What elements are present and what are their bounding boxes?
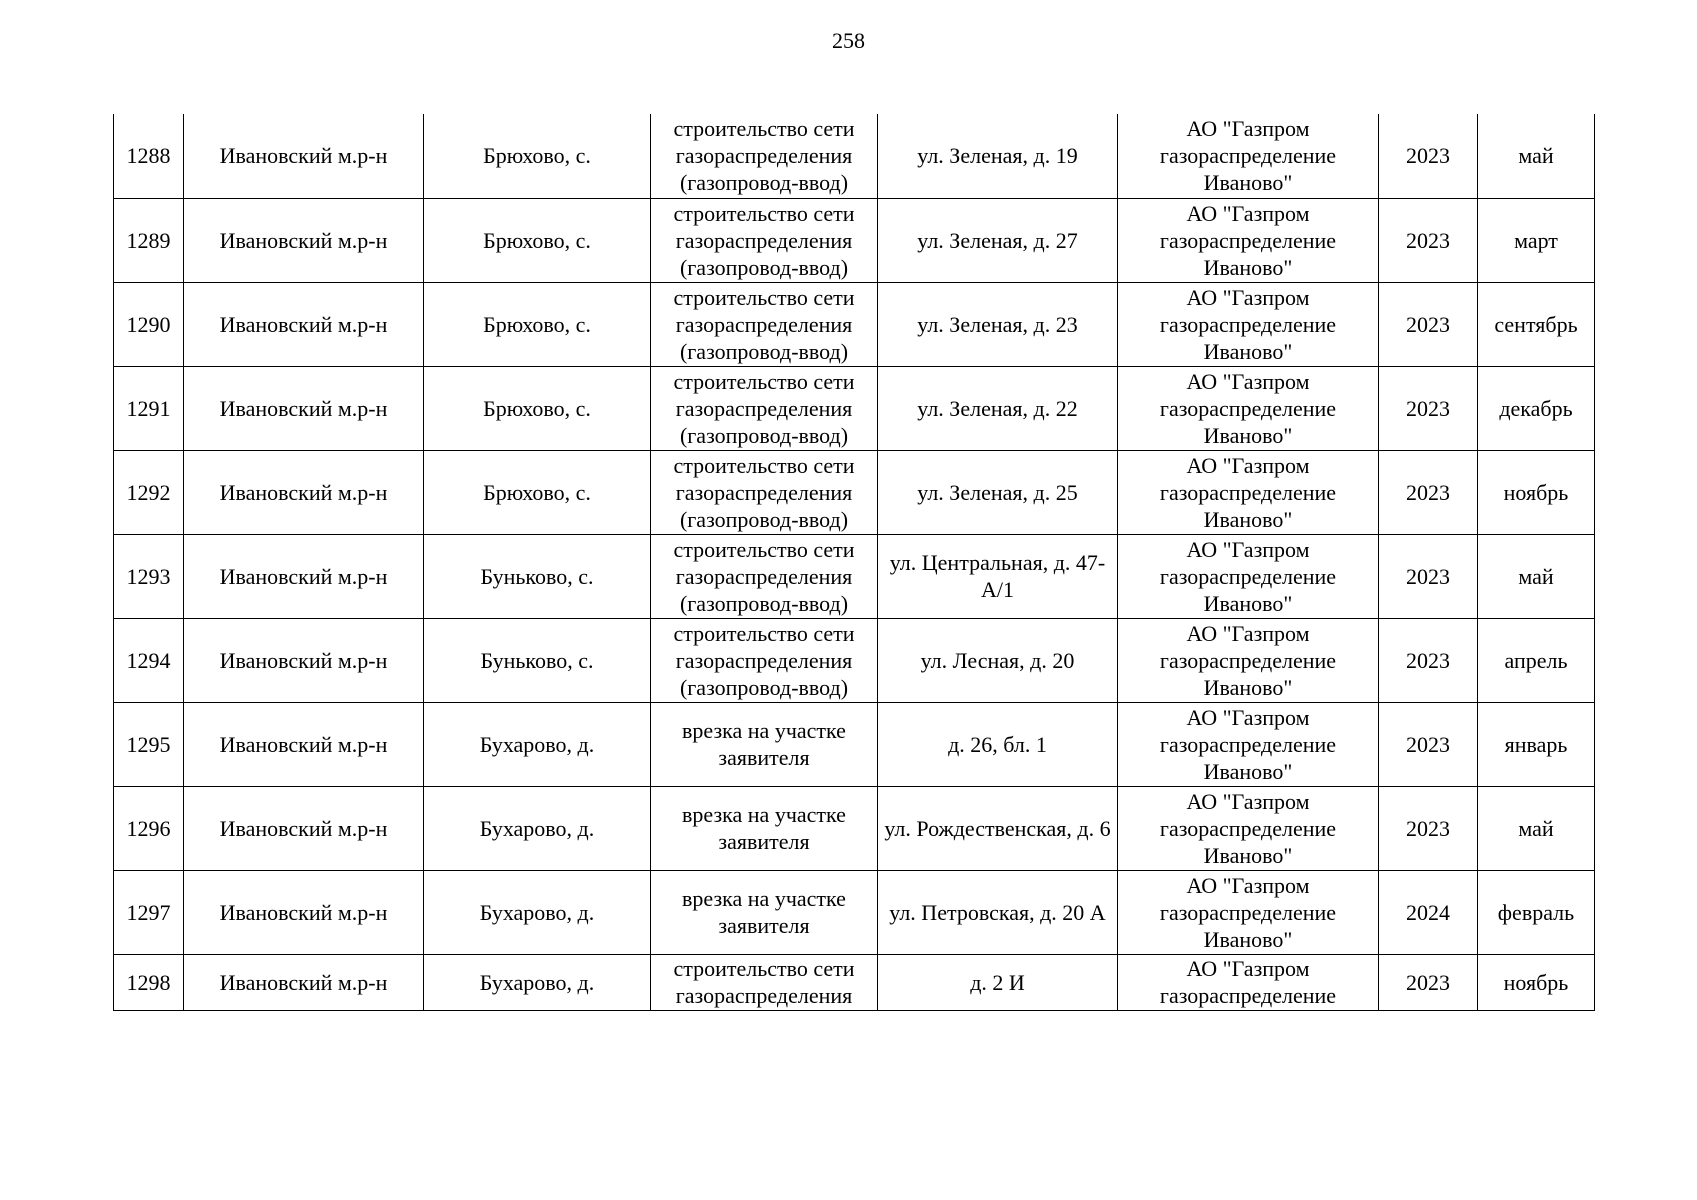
cell-settlement: Бухарово, д. bbox=[424, 786, 651, 870]
table-row bbox=[114, 366, 1595, 450]
cell-organization: АО "Газпром газораспределение Иваново" bbox=[1118, 282, 1379, 366]
cell-month: февраль bbox=[1478, 870, 1595, 954]
cell-address: ул. Зеленая, д. 19 bbox=[878, 114, 1118, 198]
cell-month: сентябрь bbox=[1478, 282, 1595, 366]
cell-number: 1291 bbox=[114, 366, 184, 450]
cell-month: ноябрь bbox=[1478, 450, 1595, 534]
cell-year: 2023 bbox=[1379, 786, 1478, 870]
cell-year: 2023 bbox=[1379, 198, 1478, 282]
cell-year: 2023 bbox=[1379, 282, 1478, 366]
cell-month: ноябрь bbox=[1478, 954, 1595, 1010]
cell-settlement: Бухарово, д. bbox=[424, 702, 651, 786]
cell-address: д. 2 И bbox=[878, 954, 1118, 1010]
cell-year: 2024 bbox=[1379, 870, 1478, 954]
cell-district: Ивановский м.р-н bbox=[184, 450, 424, 534]
cell-address: д. 26, бл. 1 bbox=[878, 702, 1118, 786]
cell-district: Ивановский м.р-н bbox=[184, 702, 424, 786]
cell-number: 1297 bbox=[114, 870, 184, 954]
cell-settlement: Буньково, с. bbox=[424, 618, 651, 702]
cell-work-type: врезка на участке заявителя bbox=[651, 870, 878, 954]
cell-work-type: строительство сети газораспределения (газопровод-ввод) bbox=[651, 114, 878, 198]
cell-district: Ивановский м.р-н bbox=[184, 198, 424, 282]
table-row bbox=[114, 786, 1595, 870]
table-row bbox=[114, 954, 1595, 1010]
cell-address: ул. Зеленая, д. 25 bbox=[878, 450, 1118, 534]
cell-work-type: строительство сети газораспределения (газопровод-ввод) bbox=[651, 450, 878, 534]
cell-settlement: Бухарово, д. bbox=[424, 954, 651, 1010]
cell-number: 1294 bbox=[114, 618, 184, 702]
cell-organization: АО "Газпром газораспределение Иваново" bbox=[1118, 702, 1379, 786]
cell-work-type: врезка на участке заявителя bbox=[651, 786, 878, 870]
cell-district: Ивановский м.р-н bbox=[184, 618, 424, 702]
cell-work-type: строительство сети газораспределения (газопровод-ввод) bbox=[651, 198, 878, 282]
cell-work-type: строительство сети газораспределения bbox=[651, 954, 878, 1010]
cell-month: май bbox=[1478, 786, 1595, 870]
cell-district: Ивановский м.р-н bbox=[184, 282, 424, 366]
table-row bbox=[114, 282, 1595, 366]
cell-number: 1288 bbox=[114, 114, 184, 198]
cell-organization: АО "Газпром газораспределение Иваново" bbox=[1118, 618, 1379, 702]
cell-number: 1298 bbox=[114, 954, 184, 1010]
table-row bbox=[114, 618, 1595, 702]
cell-work-type: строительство сети газораспределения (газопровод-ввод) bbox=[651, 366, 878, 450]
cell-address: ул. Зеленая, д. 22 bbox=[878, 366, 1118, 450]
cell-number: 1293 bbox=[114, 534, 184, 618]
cell-year: 2023 bbox=[1379, 954, 1478, 1010]
cell-year: 2023 bbox=[1379, 534, 1478, 618]
cell-work-type: врезка на участке заявителя bbox=[651, 702, 878, 786]
cell-district: Ивановский м.р-н bbox=[184, 870, 424, 954]
cell-address: ул. Петровская, д. 20 А bbox=[878, 870, 1118, 954]
cell-address: ул. Центральная, д. 47-А/1 bbox=[878, 534, 1118, 618]
cell-year: 2023 bbox=[1379, 366, 1478, 450]
cell-work-type: строительство сети газораспределения (газопровод-ввод) bbox=[651, 618, 878, 702]
cell-district: Ивановский м.р-н bbox=[184, 366, 424, 450]
table-row bbox=[114, 114, 1595, 198]
cell-district: Ивановский м.р-н bbox=[184, 534, 424, 618]
cell-month: май bbox=[1478, 534, 1595, 618]
cell-month: май bbox=[1478, 114, 1595, 198]
cell-district: Ивановский м.р-н bbox=[184, 786, 424, 870]
table-row bbox=[114, 870, 1595, 954]
table-row bbox=[114, 534, 1595, 618]
page-number: 258 bbox=[832, 28, 865, 53]
cell-year: 2023 bbox=[1379, 702, 1478, 786]
cell-settlement: Брюхово, с. bbox=[424, 198, 651, 282]
cell-work-type: строительство сети газораспределения (газопровод-ввод) bbox=[651, 534, 878, 618]
cell-settlement: Бухарово, д. bbox=[424, 870, 651, 954]
cell-year: 2023 bbox=[1379, 114, 1478, 198]
cell-settlement: Брюхово, с. bbox=[424, 114, 651, 198]
cell-address: ул. Зеленая, д. 27 bbox=[878, 198, 1118, 282]
cell-organization: АО "Газпром газораспределение bbox=[1118, 954, 1379, 1010]
cell-settlement: Брюхово, с. bbox=[424, 450, 651, 534]
cell-month: апрель bbox=[1478, 618, 1595, 702]
cell-settlement: Брюхово, с. bbox=[424, 366, 651, 450]
cell-month: декабрь bbox=[1478, 366, 1595, 450]
cell-number: 1295 bbox=[114, 702, 184, 786]
table-row bbox=[114, 450, 1595, 534]
cell-organization: АО "Газпром газораспределение Иваново" bbox=[1118, 870, 1379, 954]
cell-organization: АО "Газпром газораспределение Иваново" bbox=[1118, 534, 1379, 618]
cell-settlement: Брюхово, с. bbox=[424, 282, 651, 366]
cell-work-type: строительство сети газораспределения (газопровод-ввод) bbox=[651, 282, 878, 366]
table-row bbox=[114, 702, 1595, 786]
cell-month: март bbox=[1478, 198, 1595, 282]
cell-year: 2023 bbox=[1379, 618, 1478, 702]
cell-address: ул. Зеленая, д. 23 bbox=[878, 282, 1118, 366]
cell-settlement: Буньково, с. bbox=[424, 534, 651, 618]
cell-organization: АО "Газпром газораспределение Иваново" bbox=[1118, 786, 1379, 870]
cell-organization: АО "Газпром газораспределение Иваново" bbox=[1118, 198, 1379, 282]
cell-district: Ивановский м.р-н bbox=[184, 954, 424, 1010]
table-row bbox=[114, 198, 1595, 282]
cell-number: 1289 bbox=[114, 198, 184, 282]
cell-number: 1292 bbox=[114, 450, 184, 534]
cell-number: 1296 bbox=[114, 786, 184, 870]
cell-organization: АО "Газпром газораспределение Иваново" bbox=[1118, 114, 1379, 198]
cell-organization: АО "Газпром газораспределение Иваново" bbox=[1118, 450, 1379, 534]
cell-organization: АО "Газпром газораспределение Иваново" bbox=[1118, 366, 1379, 450]
cell-year: 2023 bbox=[1379, 450, 1478, 534]
data-table bbox=[113, 114, 1595, 1011]
cell-address: ул. Лесная, д. 20 bbox=[878, 618, 1118, 702]
cell-month: январь bbox=[1478, 702, 1595, 786]
cell-address: ул. Рождественская, д. 6 bbox=[878, 786, 1118, 870]
cell-district: Ивановский м.р-н bbox=[184, 114, 424, 198]
cell-number: 1290 bbox=[114, 282, 184, 366]
